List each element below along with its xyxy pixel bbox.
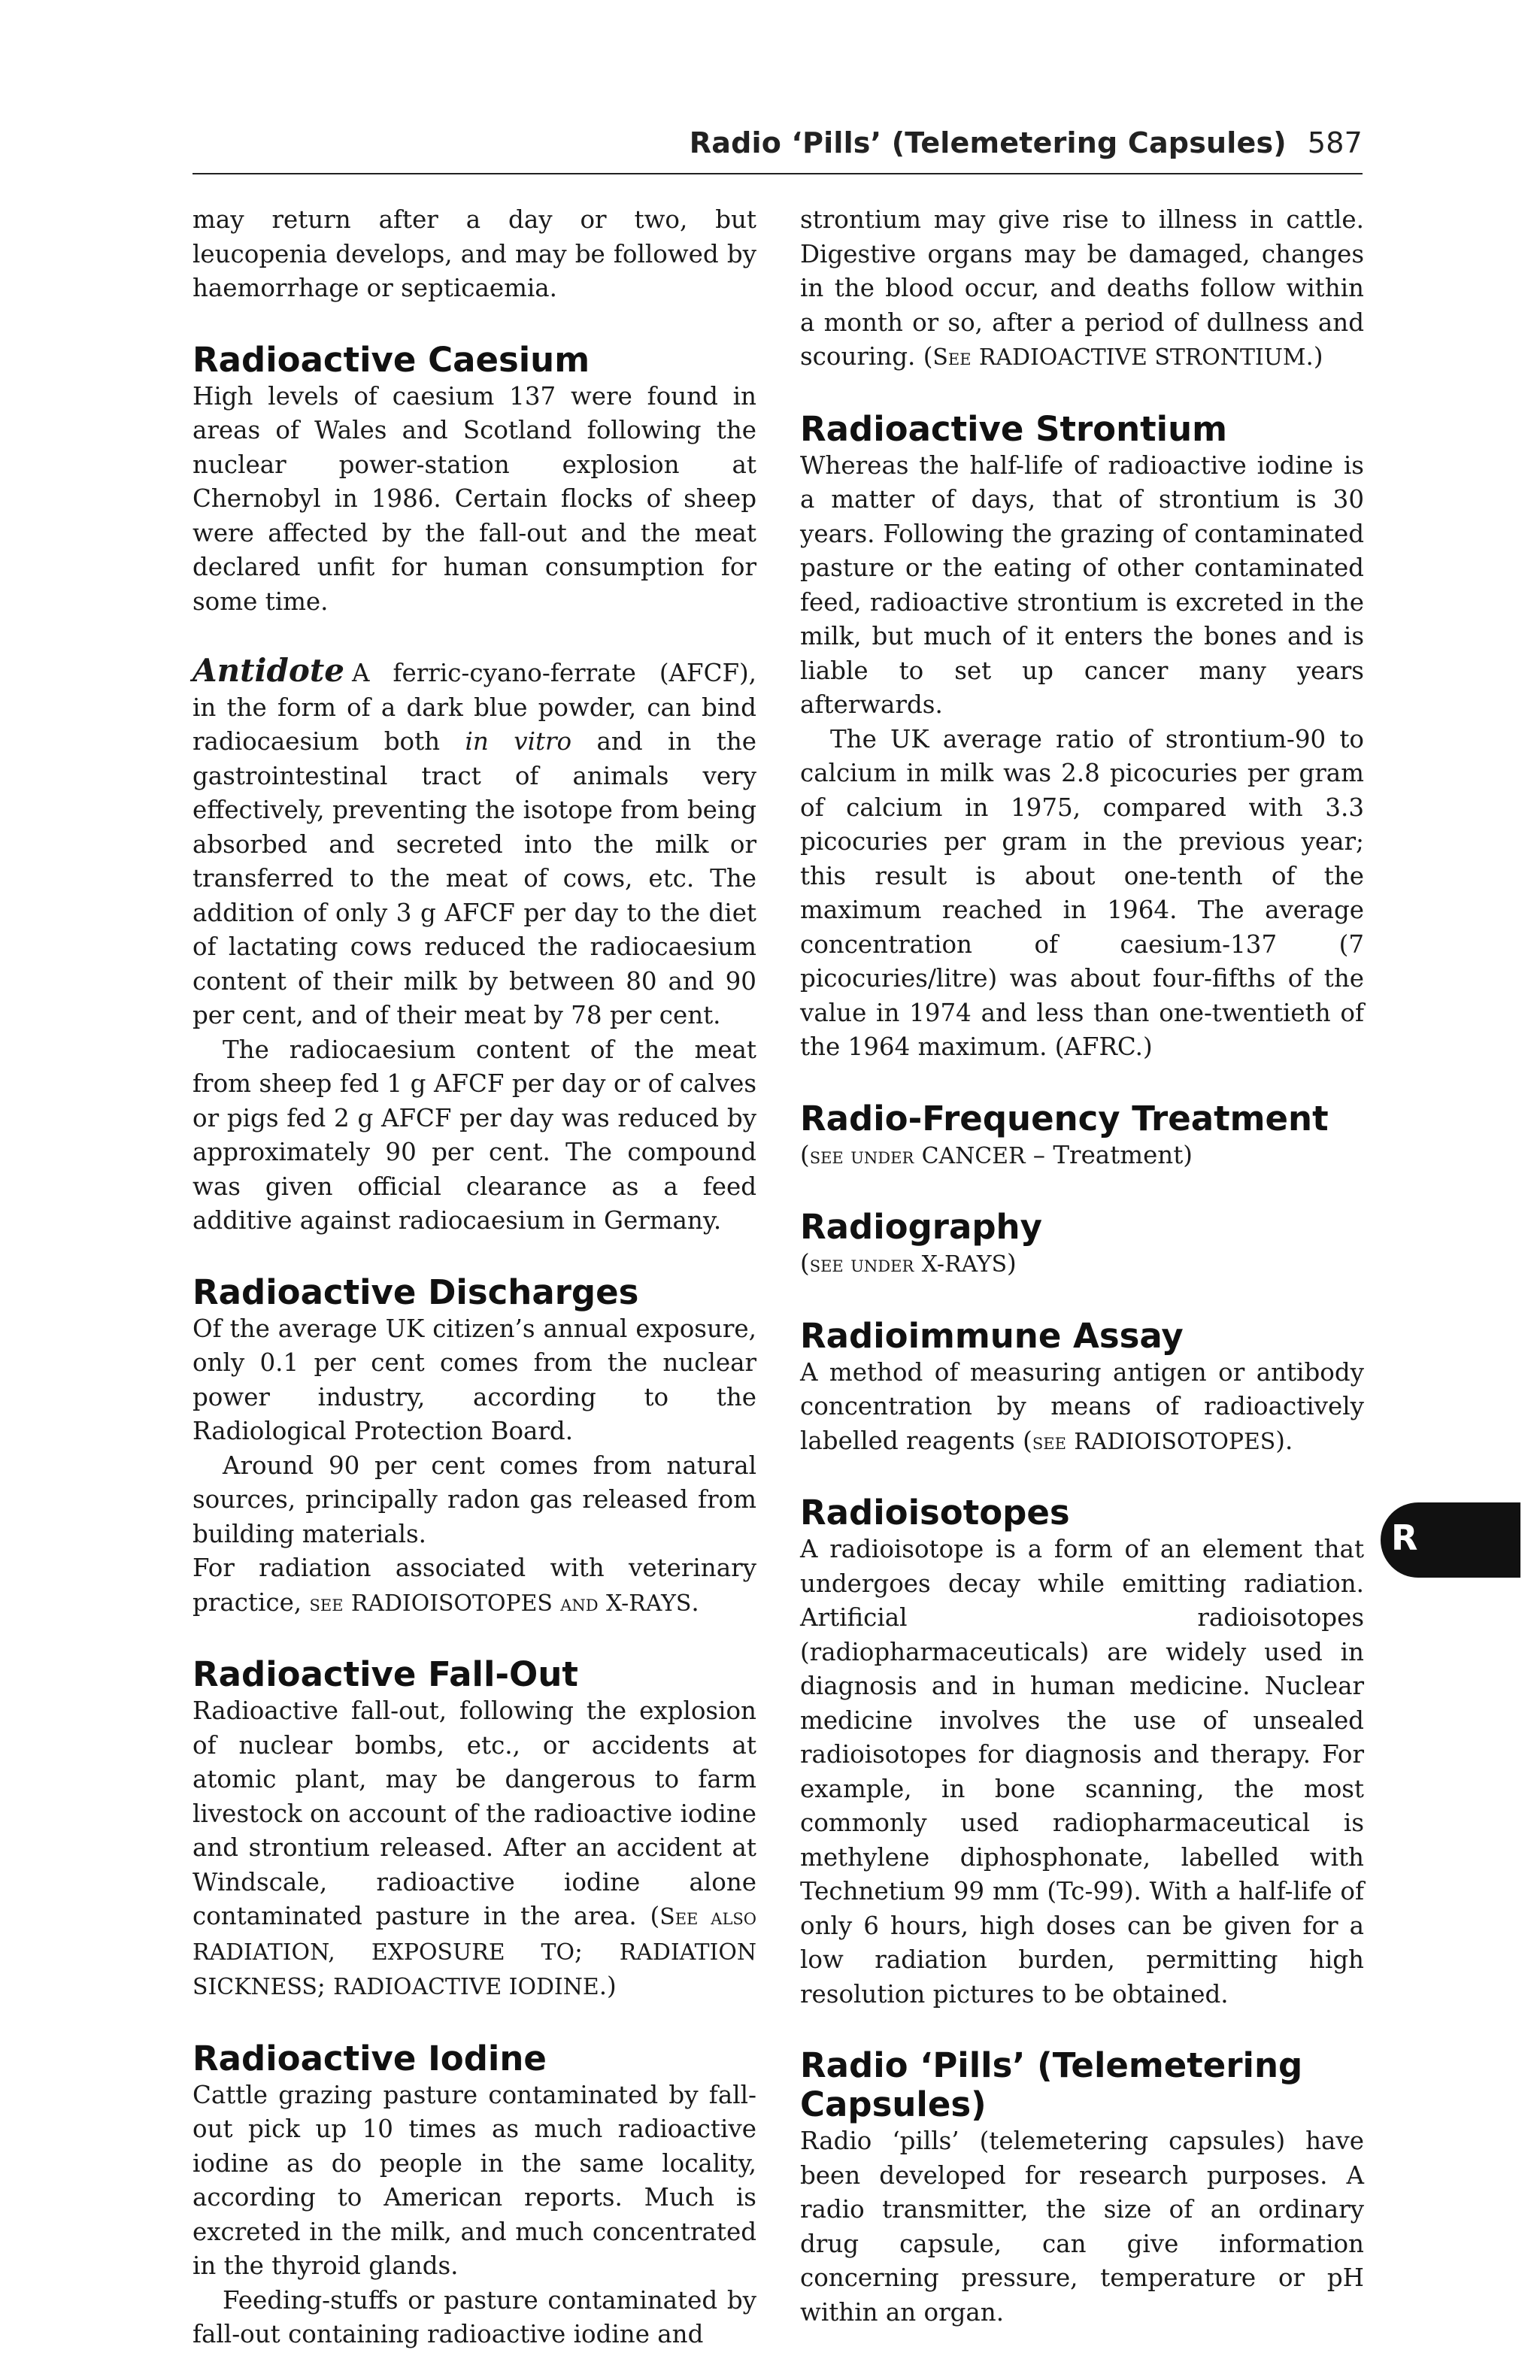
assay-paragraph-1 [800, 1356, 1364, 1460]
separator: ; [574, 1936, 620, 1966]
heading-radiography: Radiography [800, 1207, 1042, 1247]
cross-ref-radiation-sickness: RADIATION SICKNESS [192, 1939, 756, 2000]
continued-paragraph: may return after a day or two, but leucopenia develops, and may be followed by haemorrhage or septicaemia. [192, 205, 756, 302]
cross-ref-radiation-exposure: RADIATION, EXPOSURE TO [192, 1939, 574, 1966]
discharges-text: For radiation associated with veterinary practice, [192, 1554, 756, 1617]
fallout-paragraph-1 [192, 1694, 756, 2005]
paren-open: ( [923, 342, 933, 371]
cross-ref-cancer: CANCER [921, 1142, 1026, 1169]
discharges-end: . [691, 1587, 699, 1617]
cross-ref-x-rays: X-RAYS [921, 1251, 1008, 1278]
strontium-paragraph-2: The UK average ratio of strontium-90 to calcium in milk was 2.8 picocuries per gram of calcium in 1975, compared with 3.3 picocuries per gram in the previous year; this result is about one-tenth of the maximum reached in 1964. The average concentration of caesium-137 (7 picocuries/litre) was about four-fifths of the value in 1974 and less than one-twentieth of the 1964 maximum. (AFRC.) [800, 724, 1364, 1061]
discharges-paragraph-3 [192, 1551, 756, 1621]
isotopes-paragraph-1: A radioisotope is a form of an element that undergoes decay while emitting radiation. Artificial radioisotopes (radiopharmaceuticals) are widely used in diagnosis and in human medicine. Nuclear medicine involves the use of unsealed radioisotopes for diagnosis and therapy. For example, in bone scanning, the most commonly used radiopharmaceutical is methylene diphosphonate, labelled with Technetium 99 mm (Tc-99). With a half-life of only 6 hours, high doses can be given for a low radiation burden, permitting high resolution pictures to be obtained. [800, 1535, 1364, 2009]
cross-ref-x-rays: X-RAYS [605, 1590, 692, 1617]
cross-ref-and: and [560, 1590, 599, 1617]
paren-close: ) [1007, 1249, 1017, 1278]
see-ref-word: see [309, 1590, 344, 1617]
running-title: Radio ‘Pills’ (Telemetering Capsules) [689, 126, 1287, 159]
pills-paragraph-1: Radio ‘pills’ (telemetering capsules) have been developed for research purposes. A radio transmitter, the size of an ordinary drug capsule, can give information concerning pressure, temperature or pH within an organ. [800, 2127, 1364, 2327]
caesium-paragraph-1: High levels of caesium 137 were found in areas of Wales and Scotland following the nuclear power-station explosion at Chernobyl in 1986. Certain flocks of sheep were affected by the fall-out and the meat declared unfit for human consumption for some time. [192, 381, 756, 616]
caesium-antidote-paragraph [192, 653, 756, 1033]
thumb-index-tab [1381, 1502, 1520, 1578]
iodine-paragraph-1: Cattle grazing pasture contaminated by fall-out pick up 10 times as much radioactive iodine as do people in the same locality, according to American reports. Much is excreted in the milk, and much concentrated in the thyroid glands. [192, 2080, 756, 2280]
rf-rest: – Treatment) [1025, 1140, 1193, 1169]
rf-cross-reference [800, 1138, 1364, 1174]
see-word: See [932, 344, 972, 371]
discharges-paragraph-1: Of the average UK citizen’s annual exposure, only 0.1 per cent comes from the nuclear power industry, according to the Radiological Protection Board. [192, 1314, 756, 1445]
right-column [800, 203, 1364, 2330]
antidote-label: Antidote [192, 652, 344, 689]
cross-ref-radioisotopes: RADIOISOTOPES [350, 1590, 553, 1617]
heading-radio-pills: Radio ‘Pills’ (Telemetering Capsules) [800, 2045, 1303, 2124]
caesium-paragraph-3: The radiocaesium content of the meat from sheep fed 1 g AFCF per day or of calves or pigs fed 2 g AFCF per day was reduced by approximately 90 per cent. The compound was given official clearance as a feed additive against radiocaesium in Germany. [192, 1035, 756, 1235]
antidote-text-b: and in the gastrointestinal tract of animals very effectively, preventing the isotope from being absorbed and secreted into the milk or transferred to the meat of cows, etc. The addition of only 3 g AFCF per day to the diet of lactating cows reduced the radiocaesium content of their milk by between 80 and 90 per cent, and of their meat by 78 per cent. [192, 727, 756, 1029]
antidote-italic: in vitro [465, 727, 572, 756]
iodine-paragraph-2: Feeding-stuffs or pasture contaminated by fall-out containing radioactive iodine and [192, 2285, 756, 2348]
cross-ref-radioactive-strontium: RADIOACTIVE STRONTIUM [978, 344, 1306, 371]
heading-radioactive-discharges: Radioactive Discharges [192, 1272, 639, 1312]
separator: ; [317, 1972, 334, 2000]
heading-radioimmune-assay: Radioimmune Assay [800, 1315, 1184, 1356]
heading-radioactive-caesium: Radioactive Caesium [192, 339, 590, 380]
see-under-word: see under [809, 1251, 914, 1278]
assay-text: A method of measuring antigen or antibody concentration by means of radioactively labelled reagents [800, 1357, 1364, 1455]
strontium-paragraph-1: Whereas the half-life of radioactive iodine is a matter of days, that of strontium is 30 years. Following the grazing of contaminated pasture or the eating of other contaminated feed, radioactive strontium is excreted in the milk, but much of it enters the bones and is liable to set up cancer many years afterwards. [800, 450, 1364, 719]
fallout-text: Radioactive fall-out, following the explosion of nuclear bombs, etc., or accidents at atomic plant, may be dangerous to farm livestock on account of the radioactive iodine and strontium released. After an accident at Windscale, radioactive iodine alone contaminated pasture in the area. [192, 1696, 756, 1930]
cross-ref-radioisotopes: RADIOISOTOPES [1074, 1428, 1276, 1455]
see-also-word: See also [659, 1904, 756, 1930]
paren-close: ). [1275, 1426, 1293, 1455]
heading-radio-frequency-treatment: Radio-Frequency Treatment [800, 1098, 1329, 1138]
paren-open: ( [800, 1140, 810, 1169]
heading-radioactive-iodine: Radioactive Iodine [192, 2038, 547, 2078]
discharges-paragraph-2: Around 90 per cent comes from natural sources, principally radon gas released from building materials. [192, 1451, 756, 1548]
heading-radioactive-fall-out: Radioactive Fall-Out [192, 1654, 578, 1694]
thumb-index-letter: R [1391, 1517, 1418, 1558]
see-word: see [1032, 1428, 1066, 1455]
heading-radioactive-strontium: Radioactive Strontium [800, 408, 1227, 449]
radiography-cross-reference [800, 1247, 1364, 1282]
paren-close: .) [599, 1972, 617, 2000]
left-column [192, 203, 756, 2352]
header-text [690, 126, 1363, 159]
running-header [192, 122, 1363, 174]
paren-open: ( [800, 1249, 810, 1278]
paren-close: .) [1305, 342, 1323, 371]
antidote-text-a: A ferric-cyano-ferrate (AFCF), in the form of a dark blue powder, can bind radiocaesium both [192, 659, 756, 756]
paren-open: ( [650, 1902, 660, 1930]
see-under-word: see under [809, 1142, 914, 1169]
cross-ref-radioactive-iodine: RADIOACTIVE IODINE [333, 1974, 599, 2000]
paren-open: ( [1023, 1426, 1032, 1455]
page-number: 587 [1307, 126, 1363, 159]
heading-radioisotopes: Radioisotopes [800, 1493, 1070, 1533]
continued-text: strontium may give rise to illness in cattle. Digestive organs may be damaged, changes in the blood occur, and deaths follow within a month or so, after a period of dullness and scouring. [800, 205, 1364, 371]
continued-paragraph-right [800, 203, 1364, 375]
